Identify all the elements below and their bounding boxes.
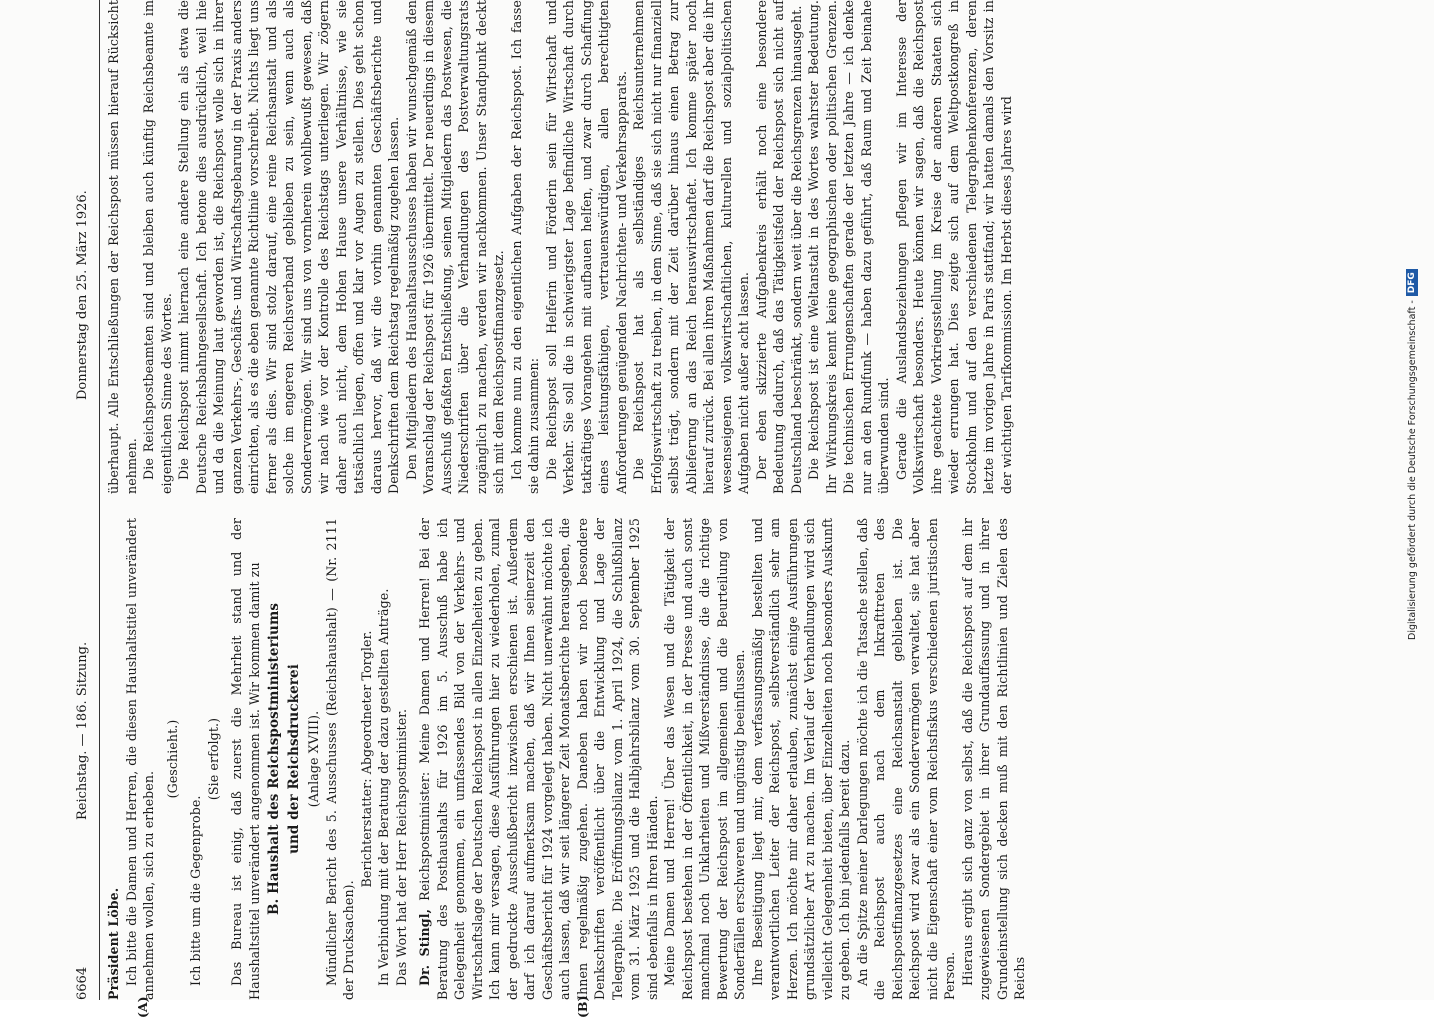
section-heading: B. Haushalt des Reichspostministeriums bbox=[266, 602, 282, 916]
paragraph: Die Reichspost soll Helferin und Förderin sein für Wirtschaft und Verkehr. Sie soll die in schwierigster Lage befindliche Wirtschaft durch tatkräftiges Vorangehen mit aufbauen helfen, und zwar durch Schaffung eines leistungsfähigen, vertrauenswürdigen, allen berechtigten Anforderungen genügenden Nachrichten- und Verkehrsapparats. bbox=[543, 0, 629, 494]
paragraph: Die Reichspost hat als selbständiges Reichsunternehmen Erfolgswirtschaft zu treiben, in dem Sinne, daß sie sich nicht nur finanziell selbst trägt, sondern mit der Zeit darüber hinaus einen Betrag zur Ablieferung an das Reich herauswirtschaftet. Ich komme später noch hierauf zurück. Bei allen ihren Maßnahmen darf die Reichspost aber die ihr wesenseigenen volkswirtschaftlichen, kulturellen und sozialpolitischen Aufgaben nicht außer acht lassen. bbox=[631, 0, 751, 494]
annex-reference: (Anlage XVIII). bbox=[306, 710, 321, 808]
paragraph: Ihre Beseitigung liegt mir, dem verfassungsmäßig bestellten und verantwortlichen Leiter der Reichspost, selbstverständlich sehr am Herzen. Ich möchte mir daher erlauben, zunächst einige Ausführungen grundsätzlicher Art zu machen. Im Verlauf der Verhandlungen wird sich vielleicht Gelegenheit bieten, über Einzelheiten noch besonders Auskunft zu geben. Ich bin jedenfalls bereit dazu. bbox=[749, 518, 852, 1000]
paragraph: Gerade die Auslandsbeziehungen pflegen wir im Interesse der Volkswirtschaft besonders. Heute können wir sagen, daß die Reichspost ihre geachtete Vorkriegsstellung im Kreise der anderen Staaten sich wieder errungen hat. Dies zeigte sich auf dem Weltpostkongreß in Stockholm und auf den verschiedenen Telegraphenkonferenzen, deren letzte im vorigen Jahre in Paris stattfand; wir hatten damals den Vorsitz in der wichtigen Tarifkommission. Im Herbst dieses Jahres wird bbox=[893, 0, 1014, 494]
speaker-minister: Dr. Stingl, bbox=[417, 908, 432, 986]
rapporteur-line: Berichterstatter: Abgeordneter Torgler. bbox=[358, 630, 374, 888]
remark: (Sie erfolgt.) bbox=[205, 717, 221, 801]
section-heading-continued: und der Reichsdruckerei bbox=[286, 664, 302, 854]
paragraph: Ich bitte die Damen und Herren, die diesen Haushaltstitel unverändert annehmen wollen, sich zu erheben. bbox=[123, 518, 156, 1000]
dfg-logo: DFG bbox=[1406, 269, 1418, 296]
digitization-credit bbox=[1402, 20, 1422, 640]
paragraph: Ich komme nun zu den eigentlichen Aufgaben der Reichspost. Ich fasse sie dahin zusammen: bbox=[508, 0, 541, 494]
left-column bbox=[105, 518, 1029, 1000]
paragraph: An die Spitze meiner Darlegungen möchte ich die Tatsache stellen, daß die Reichspost auch nach dem Inkrafttreten des Reichspostfinanzgesetzes eine Reichsanstalt geblieben ist. Die Reichspost wird zwar als ein Sondervermögen verwaltet, sie hat aber nicht die Eigenschaft einer vom Reichsfiskus verschiedenen juristischen Person. bbox=[854, 518, 957, 1000]
margin-marker-b: (B) bbox=[575, 995, 590, 1018]
rotated-document-page bbox=[75, 0, 1375, 1018]
header-left-title: Reichstag. — 186. Sitzung. bbox=[75, 641, 90, 820]
paragraph: Die Reichspost ist eine Weltanstalt in des Wortes wahrster Bedeutung. Ihr Wirkungskreis kennt keine geographischen oder politischen Grenzen. Die technischen Errungenschaften gerade der letzten Jahre — ich denke nur an den Rundfunk — haben dazu geführt, daß Raum und Zeit beinahe überwunden sind. bbox=[806, 0, 891, 494]
credit-text: Digitalisierung gefördert durch die Deutsche Forschungsgemeinschaft - bbox=[1406, 300, 1418, 640]
right-column bbox=[105, 0, 1015, 494]
paragraph: Die Reichspostbeamten sind und bleiben auch künftig Reichsbeamte im eigentlichen Sinne des Wortes. bbox=[141, 0, 174, 494]
speech-text: Reichspostminister: Meine Damen und Herren! Bei der Beratung des Posthaushalts für 1926 im 5. Ausschuß habe ich Gelegenheit genommen, ein umfassendes Bild von der Verkehrs- und Wirtschaftslage der Deutschen Reichspost in allen Einzelheiten zu geben. Ich kann mir versagen, diese Ausführungen hier zu wiederholen, zumal der gedruckte Ausschußbericht inzwischen erschienen ist. Außerdem darf ich darauf aufmerksam machen, daß wir Ihnen seinerzeit den Geschäftsbericht für 1924 vorgelegt haben. Nicht unerwähnt möchte ich auch lassen, daß wir seit längerer Zeit Monatsberichte herausgeben, die Ihnen regelmäßig zugehen. Daneben haben wir noch besondere Denkschriften veröffentlicht über die Entwicklung und Lage der Telegraphie. Die Eröffnungsbilanz vom 1. April 1924, die Schlußbilanz vom 31. März 1925 und die Halbjahrsbilanz vom 30. September 1925 sind ebenfalls in Ihren Händen. bbox=[417, 518, 660, 1000]
paragraph: Die Reichspost nimmt hiernach eine andere Stellung ein als etwa die Deutsche Reichsbahngesellschaft. Ich betone dies ausdrücklich, weil hie und da die Meinung laut geworden ist, die Reichspost wolle sich in ihrer ganzen Verkehrs-, Geschäfts- und Wirtschaftsgebarung in der Praxis anders einrichten, als es die eben genannte Richtlinie vorschreibt. Nichts liegt uns ferner als dies. Wir sind stolz darauf, eine reine Reichsanstalt und als solche im engeren Reichsverband geblieben zu sein, wenn auch als Sondervermögen. Wir sind uns von vornherein wohlbewußt gewesen, daß wir nach wie vor der Kontrolle des Reichstags unterliegen. Wir zögern daher auch nicht, dem Hohen Hause unsere Verhältnisse, wie sie tatsächlich liegen, offen und klar vor Augen zu stellen. Dies geht schon daraus hervor, daß wir die vorhin genannten Geschäftsberichte und Denkschriften dem Reichstag regelmäßig zugehen lassen. bbox=[176, 0, 401, 494]
running-header bbox=[75, 0, 95, 1000]
paragraph: Der eben skizzierte Aufgabenkreis erhält noch eine besondere Bedeutung dadurch, daß das Tätigkeitsfeld der Reichspost sich nicht auf Deutschland beschränkt, sondern weit über die Reichsgrenzen hinausgeht. bbox=[753, 0, 804, 494]
paragraph: In Verbindung mit der Beratung der dazu gestellten Anträge. bbox=[376, 588, 391, 986]
page-number: 6664 bbox=[75, 966, 90, 1000]
remark: (Geschieht.) bbox=[164, 719, 180, 799]
paragraph: Ich bitte um die Gegenprobe. bbox=[188, 795, 203, 986]
paragraph: Mündlicher Bericht des 5. Ausschusses (Reichshaushalt) — (Nr. 2111 der Drucksachen). bbox=[323, 518, 356, 1000]
paragraph: Hieraus ergibt sich ganz von selbst, daß die Reichspost auf dem ihr zugewiesenen Sondergebiet in ihrer Grundauffassung und in ihrer Grundeinstellung sich decken muß mit den Richtlinien und Zielen des Reichs bbox=[959, 518, 1027, 1000]
speaker-president: Präsident Löbe. bbox=[106, 887, 121, 1000]
paragraph: Das Bureau ist einig, daß zuerst die Mehrheit stand und der Haushaltstitel unverändert angenommen ist. Wir kommen damit zu bbox=[229, 518, 262, 1000]
paragraph: Den Mitgliedern des Haushaltsausschusses haben wir wunschgemäß den Voranschlag der Reichspost für 1926 übermittelt. Der neuerdings in diesem Ausschuß gefaßten Entschließung, seinen Mitgliedern das Postwesen, die Niederschriften über die Verhandlungen des Postverwaltungsrats zugänglich zu machen, werden wir nachkommen. Unser Standpunkt deckt sich mit dem Reichspostfinanzgesetz. bbox=[403, 0, 506, 494]
header-rule bbox=[99, 0, 100, 1000]
header-right-title: Donnerstag den 25. März 1926. bbox=[75, 190, 90, 400]
paragraph: Das Wort hat der Herr Reichspostminister. bbox=[393, 708, 409, 986]
paragraph: Meine Damen und Herren! Über das Wesen und die Tätigkeit der Reichspost bestehen in der Öffentlichkeit, in der Presse und auch sonst manchmal noch Unklarheiten und Mißverständnisse, die die richtige Bewertung der Reichspost im allgemeinen und die Beurteilung von Sonderfällen erschweren und ungünstig beeinflussen. bbox=[662, 518, 747, 1000]
margin-marker-a: (A) bbox=[135, 996, 150, 1018]
paragraph: überhaupt. Alle Entschließungen der Reichspost müssen hierauf Rücksicht nehmen. bbox=[106, 0, 139, 494]
